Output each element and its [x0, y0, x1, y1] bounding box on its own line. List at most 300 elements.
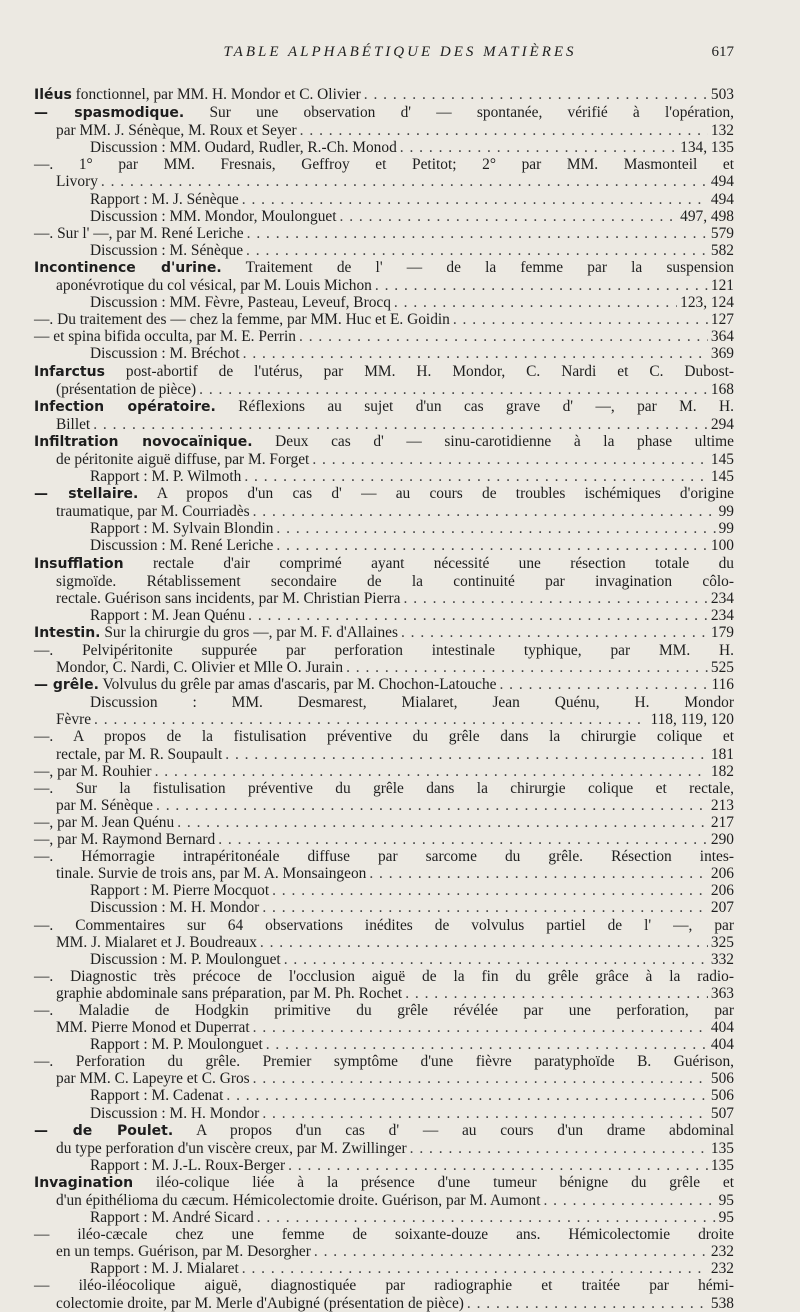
entry-line	[34, 86, 734, 104]
index-entry	[34, 225, 734, 242]
entry-keyword: Infarctus	[34, 363, 105, 380]
entry-line-text	[56, 985, 402, 1002]
leader-dots	[226, 1087, 708, 1104]
page-ref: 525	[710, 659, 734, 677]
entry-continuation: d'un épithélioma du cæcum. Hémicolectomie droite. Guérison, par M. Aumont	[56, 1192, 541, 1209]
entry-line-text	[56, 381, 196, 398]
entry-line-text	[90, 1260, 239, 1277]
entry-text: —. Pelvipéritonite suppurée par perforation intestinale typhique, par MM. H.	[34, 642, 734, 659]
entry-line-text	[90, 951, 281, 968]
entry-line	[34, 468, 734, 485]
entry-continuation: Billet	[56, 415, 91, 433]
entry-line	[34, 520, 734, 537]
entry-text: —. Du traitement des — chez la femme, par MM. Huc et E. Goidin	[34, 311, 450, 329]
entry-line-text	[90, 607, 245, 624]
page-ref: 118, 119, 120	[650, 711, 734, 729]
index-entry	[34, 951, 734, 968]
index-entry	[34, 1260, 734, 1277]
entry-line-text	[56, 277, 372, 294]
page-ref: 206	[710, 865, 734, 883]
leader-dots	[299, 328, 708, 345]
entry-subline: Rapport : M. Sylvain Blondin	[90, 520, 274, 538]
page-ref: 168	[710, 380, 734, 398]
index-entry	[34, 676, 734, 694]
entry-line-text	[90, 208, 337, 225]
index-entry	[34, 1157, 734, 1174]
leader-dots	[300, 122, 708, 139]
index-entry	[34, 1053, 734, 1087]
page-ref: 369	[710, 345, 734, 363]
entry-line-text	[34, 624, 398, 642]
entry-subline: Discussion : MM. Fèvre, Pasteau, Leveuf, Brocq	[90, 294, 391, 312]
leader-dots	[155, 763, 708, 780]
leader-dots	[276, 537, 708, 554]
leader-dots	[262, 899, 708, 916]
entry-continuation: rectale. Guérison sans incidents, par M. Christian Pierra	[56, 589, 401, 607]
entry-line-text	[56, 1140, 407, 1157]
entry-line	[34, 1140, 734, 1157]
entry-text: —. Diagnostic très précoce de l'occlusion aiguë de la fin du grêle grâce à la radio-	[34, 967, 734, 985]
page-ref: 100	[710, 537, 734, 555]
entry-text: —. Sur la fistulisation préventive du grêle dans la chirurgie colique et rectale,	[34, 779, 734, 797]
entry-line	[34, 328, 734, 345]
entry-line-text	[56, 590, 401, 607]
index-entry	[34, 728, 734, 762]
index-entry	[34, 1122, 734, 1157]
entry-line	[34, 277, 734, 294]
leader-dots	[543, 1192, 715, 1209]
entry-line-text	[90, 345, 240, 362]
entry-line	[34, 607, 734, 624]
page-ref: 132	[710, 122, 734, 140]
entry-text: Volvulus du grêle par amas d'ascaris, par M. Chochon-Latouche	[98, 676, 497, 694]
leader-dots	[400, 139, 677, 156]
page-ref: 404	[710, 1019, 734, 1037]
entry-keyword: Invagination	[34, 1174, 134, 1191]
page-ref: 145	[710, 468, 734, 486]
entry-keyword: Intestin.	[34, 624, 101, 641]
entry-continuation: graphie abdominale sans préparation, par M. Ph. Rochet	[56, 984, 403, 1002]
page-ref: 538	[710, 1294, 734, 1312]
entry-continuation: par M. Sénèque	[56, 796, 154, 814]
page-ref: 121	[710, 277, 734, 295]
entry-line-text	[90, 139, 397, 156]
entry-line	[34, 1036, 734, 1053]
entry-line	[34, 676, 734, 694]
entry-line	[34, 985, 734, 1002]
leader-dots	[156, 797, 708, 814]
index-entry	[34, 468, 734, 485]
page-ref: 332	[710, 950, 734, 968]
entry-line	[34, 139, 734, 156]
entry-continuation: colectomie droite, par M. Merle d'Aubigné (présentation de pièce)	[56, 1294, 464, 1312]
leader-dots	[260, 934, 708, 951]
entry-line-text	[90, 294, 391, 311]
entry-line	[34, 381, 734, 398]
page-ref: 213	[710, 796, 734, 814]
leader-dots	[257, 1209, 716, 1226]
entry-continuation: tinale. Survie de trois ans, par M. A. Monsaingeon	[56, 865, 367, 883]
entry-line	[34, 1209, 734, 1226]
page-ref: 207	[710, 899, 734, 917]
entry-subline: Rapport : M. J. Sénèque	[90, 190, 239, 208]
page-ref: 582	[710, 241, 734, 259]
entry-text: post-abortif de l'utérus, par MM. H. Mondor, C. Nardi et C. Dubost-	[104, 362, 734, 380]
leader-dots	[288, 1157, 708, 1174]
index-entry	[34, 899, 734, 916]
entry-line	[34, 311, 734, 328]
entry-line	[34, 537, 734, 554]
entry-text: —, par M. Raymond Bernard	[34, 831, 216, 849]
leader-dots	[364, 86, 708, 103]
index-entry	[34, 848, 734, 882]
entry-continuation: par MM. C. Lapeyre et C. Gros	[56, 1070, 250, 1088]
entry-line	[34, 865, 734, 882]
entry-line-text	[56, 451, 309, 468]
entry-continuation: aponévrotique du col vésical, par M. Louis Michon	[56, 277, 372, 295]
entry-continuation: rectale, par M. R. Soupault	[56, 745, 223, 763]
entry-line	[34, 899, 734, 916]
page-ref: 506	[710, 1087, 734, 1105]
page-ref: 99	[718, 503, 734, 521]
entry-text: Réflexions au sujet d'un cas grave d' —, par M. H.	[215, 397, 735, 415]
entry-line-text	[56, 1070, 250, 1087]
entry-text: — iléo-cæcale chez une femme de soixante-douze ans. Hémicolectomie droite	[34, 1226, 734, 1244]
running-title: TABLE ALPHABÉTIQUE DES MATIÈRES	[223, 44, 577, 60]
entry-line-text	[34, 328, 296, 345]
entry-text: A propos d'un cas d' — au cours de troubles ischémiques d'origine	[138, 485, 734, 503]
entry-line	[34, 797, 734, 814]
page-ref: 232	[710, 1260, 734, 1278]
leader-dots	[253, 503, 716, 520]
entry-text: —, par M. Rouhier	[34, 762, 152, 780]
index-entry	[34, 1277, 734, 1311]
entry-text: Traitement de l' — de la femme par la suspension	[221, 258, 734, 276]
entry-subline: Rapport : M. Jean Quénu	[90, 606, 246, 624]
entry-line	[34, 951, 734, 968]
entry-text: Sur une observation d' — spontanée, vérifié à l'opération,	[184, 104, 734, 122]
entry-text: —. Sur l' —, par M. René Leriche	[34, 224, 244, 242]
entry-continuation: du type perforation d'un viscère creux, par M. Zwillinger	[56, 1139, 407, 1157]
page-ref: 206	[710, 882, 734, 900]
entry-keyword: Insufflation	[34, 555, 124, 572]
entry-line-text	[34, 676, 496, 694]
entry-line	[34, 191, 734, 208]
index-entry	[34, 968, 734, 1002]
entry-line	[34, 503, 734, 520]
leader-dots	[266, 1036, 708, 1053]
entry-line-text	[90, 1209, 254, 1226]
page-ref: 116	[711, 676, 734, 694]
leader-dots	[404, 590, 708, 607]
entry-subline: Rapport : M. P. Moulonguet	[90, 1036, 263, 1054]
entry-keyword: Infection opératoire.	[34, 398, 216, 415]
index-entry	[34, 104, 734, 139]
index-entry	[34, 917, 734, 951]
leader-dots	[499, 676, 708, 693]
entry-line-text	[56, 1295, 464, 1312]
entry-keyword: Incontinence d'urine.	[34, 259, 222, 276]
entry-subline: Discussion : MM. Mondor, Moulonguet	[90, 207, 337, 225]
index-entry	[34, 1226, 734, 1260]
entry-text: —. Perforation du grêle. Premier symptôme d'une fièvre paratyphoïde B. Guérison,	[34, 1053, 734, 1071]
entry-line	[34, 208, 734, 225]
entry-line-text	[90, 520, 273, 537]
entry-line-text	[56, 503, 250, 520]
entry-line-text	[90, 1087, 223, 1104]
entry-keyword: — stellaire.	[34, 486, 139, 503]
entry-subline: Rapport : M. Cadenat	[90, 1087, 224, 1105]
page-ref: 217	[710, 813, 734, 831]
index-entries	[34, 86, 734, 1312]
leader-dots	[248, 607, 708, 624]
entry-text: fonctionnel, par MM. H. Mondor et C. Olivier	[71, 86, 361, 103]
index-entry	[34, 1036, 734, 1053]
index-entry	[34, 1087, 734, 1104]
page-ref: 181	[710, 745, 734, 763]
page-header	[0, 44, 800, 66]
entry-line	[34, 831, 734, 848]
index-entry	[34, 624, 734, 642]
entry-text: Sur la chirurgie du gros —, par M. F. d'Allaines	[100, 623, 398, 641]
entry-line	[34, 345, 734, 362]
entry-text: A propos d'un cas d' — au cours d'un drame abdominal	[173, 1121, 734, 1139]
leader-dots	[218, 831, 708, 848]
index-entry	[34, 1174, 734, 1209]
entry-keyword: Iléus	[34, 87, 72, 103]
index-entry	[34, 814, 734, 831]
entry-text: — iléo-iléocolique aiguë, diagnostiquée par radiographie et traitée par hémi-	[34, 1277, 734, 1295]
entry-text: —. 1° par MM. Fresnais, Geffroy et Petitot; 2° par MM. Masmonteil et	[34, 156, 734, 174]
leader-dots	[253, 1070, 708, 1087]
leader-dots	[276, 520, 715, 537]
entry-line-text	[34, 831, 215, 848]
leader-dots	[247, 225, 708, 242]
leader-dots	[262, 1105, 708, 1122]
entry-text: — et spina bifida occulta, par M. E. Perrin	[34, 328, 296, 346]
entry-text: Deux cas d' — sinu-carotidienne à la phase ultime	[252, 432, 734, 450]
entry-continuation: de péritonite aiguë diffuse, par M. Forget	[56, 450, 310, 468]
index-entry	[34, 363, 734, 398]
entry-line	[34, 590, 734, 607]
leader-dots	[369, 865, 708, 882]
entry-line-text	[90, 468, 241, 485]
entry-line	[34, 1243, 734, 1260]
page-ref: 135	[710, 1139, 734, 1157]
entry-subline: Discussion : MM. Desmarest, Mialaret, Jean Quénu, H. Mondor	[90, 694, 734, 712]
page-ref: 494	[710, 190, 734, 208]
entry-text: —. Hémorragie intrapéritonéale diffuse par sarcome du grêle. Résection intes-	[34, 848, 734, 866]
index-entry	[34, 1105, 734, 1122]
entry-line	[34, 1019, 734, 1036]
leader-dots	[244, 468, 708, 485]
entry-line-text	[56, 173, 98, 190]
index-entry	[34, 208, 734, 225]
entry-continuation: par MM. J. Sénèque, M. Roux et Seyer	[56, 122, 297, 140]
page-ref: 145	[710, 450, 734, 468]
leader-dots	[346, 659, 708, 676]
page-ref: 507	[710, 1104, 734, 1122]
index-entry	[34, 537, 734, 554]
index-entry	[34, 433, 734, 468]
entry-line-text	[34, 311, 450, 328]
entry-line-text	[90, 1105, 259, 1122]
page-ref: 135	[710, 1156, 734, 1174]
entry-line	[34, 294, 734, 311]
page-ref: 123, 124	[680, 294, 734, 312]
entry-keyword: Infiltration novocaïnique.	[34, 433, 253, 450]
entry-continuation: Livory	[56, 173, 98, 191]
index-entry	[34, 485, 734, 520]
entry-line	[34, 1070, 734, 1087]
entry-continuation: traumatique, par M. Courriadès	[56, 503, 250, 521]
index-entry	[34, 642, 734, 676]
entry-line	[34, 173, 734, 190]
index-entry	[34, 763, 734, 780]
leader-dots	[405, 985, 708, 1002]
entry-line	[34, 934, 734, 951]
entry-line-text	[56, 746, 222, 763]
entry-line-text	[56, 1243, 311, 1260]
entry-line	[34, 659, 734, 676]
index-entry	[34, 156, 734, 190]
leader-dots	[375, 277, 708, 294]
leader-dots	[253, 1019, 708, 1036]
entry-line	[34, 1192, 734, 1209]
page-ref: 234	[710, 589, 734, 607]
entry-line	[34, 122, 734, 139]
entry-line	[34, 1157, 734, 1174]
entry-line	[34, 746, 734, 763]
page-ref: 363	[710, 984, 734, 1002]
entry-subline: Rapport : M. André Sicard	[90, 1209, 254, 1227]
entry-continuation: Fèvre	[56, 711, 92, 729]
entry-line	[34, 814, 734, 831]
entry-continuation: MM. J. Mialaret et J. Boudreaux	[56, 933, 257, 951]
page-ref: 95	[718, 1192, 734, 1209]
entry-line-text	[56, 659, 343, 676]
entry-continuation: Mondor, C. Nardi, C. Olivier et Mlle O. Jurain	[56, 659, 344, 677]
index-entry	[34, 1002, 734, 1036]
entry-subline: Discussion : M. H. Mondor	[90, 899, 260, 917]
entry-line	[34, 1087, 734, 1104]
leader-dots	[101, 173, 708, 190]
entry-line	[34, 242, 734, 259]
entry-line-text	[56, 797, 153, 814]
entry-subline: Rapport : M. J.-L. Roux-Berger	[90, 1156, 286, 1174]
entry-subline: Discussion : M. P. Moulonguet	[90, 950, 281, 968]
entry-continuation: sigmoïde. Rétablissement secondaire de la continuité par invagination côlo-	[56, 572, 734, 590]
entry-line-text	[90, 242, 243, 259]
entry-line-text	[56, 1192, 540, 1209]
index-entry	[34, 345, 734, 362]
entry-continuation: en un temps. Guérison, par M. Desorgher	[56, 1243, 311, 1261]
page-ref: 404	[710, 1036, 734, 1054]
index-entry	[34, 694, 734, 728]
entry-subline: Discussion : M. Bréchot	[90, 345, 240, 363]
entry-text: —. A propos de la fistulisation préventive du grêle dans la chirurgie colique et	[34, 728, 734, 746]
entry-line-text	[56, 416, 90, 433]
leader-dots	[94, 711, 647, 728]
entry-line	[34, 711, 734, 728]
page-number: 617	[711, 44, 734, 60]
entry-subline: Discussion : MM. Oudard, Rudler, R.-Ch. Monod	[90, 139, 397, 157]
entry-text: rectale d'air comprimé ayant nécessité une résection totale du	[123, 554, 734, 572]
entry-keyword: — de Poulet.	[34, 1122, 174, 1139]
page-ref: 234	[710, 606, 734, 624]
leader-dots	[199, 381, 708, 398]
entry-line-text	[34, 814, 174, 831]
page-ref: 494	[710, 173, 734, 191]
entry-text: iléo-colique liée à la présence d'une tumeur bénigne du grêle et	[133, 1173, 734, 1191]
entry-keyword: — spasmodique.	[34, 105, 185, 122]
index-entry	[34, 294, 734, 311]
entry-line-text	[56, 865, 366, 882]
index-entry	[34, 1209, 734, 1226]
index-entry	[34, 555, 734, 607]
entry-text: —. Commentaires sur 64 observations inédites de volvulus partiel de l' —, par	[34, 916, 734, 934]
page-ref: 179	[710, 623, 734, 641]
page-ref: 95	[718, 1209, 734, 1227]
entry-line-text	[56, 122, 297, 139]
entry-line	[34, 882, 734, 899]
entry-line-text	[56, 1019, 250, 1036]
page-ref: 579	[710, 224, 734, 242]
entry-continuation: MM. Pierre Monod et Duperrat	[56, 1019, 250, 1037]
leader-dots	[394, 294, 677, 311]
entry-line-text	[90, 1157, 285, 1174]
entry-text: —, par M. Jean Quénu	[34, 813, 175, 831]
page-ref: 232	[710, 1243, 734, 1261]
page-ref: 182	[710, 762, 734, 780]
entry-line	[34, 416, 734, 433]
entry-line	[34, 1105, 734, 1122]
leader-dots	[93, 416, 708, 433]
index-entry	[34, 328, 734, 345]
index-entry	[34, 831, 734, 848]
entry-line	[34, 624, 734, 642]
entry-text: —. Maladie de Hodgkin primitive du grêle révélée par une perforation, par	[34, 1001, 734, 1019]
entry-subline: Discussion : M. Sénèque	[90, 241, 244, 259]
page-ref: 99	[718, 520, 734, 538]
leader-dots	[272, 882, 708, 899]
page-ref: 134, 135	[680, 139, 734, 157]
entry-line	[34, 225, 734, 242]
index-entry	[34, 191, 734, 208]
entry-line-text	[90, 882, 269, 899]
index-entry	[34, 882, 734, 899]
entry-line	[34, 451, 734, 468]
page-ref: 325	[710, 933, 734, 951]
leader-dots	[401, 624, 708, 641]
leader-dots	[312, 451, 708, 468]
entry-line-text	[90, 1036, 263, 1053]
leader-dots	[340, 208, 678, 225]
index-entry	[34, 520, 734, 537]
leader-dots	[314, 1243, 708, 1260]
entry-line-text	[90, 537, 273, 554]
page-ref: 503	[710, 86, 734, 103]
entry-line-text	[56, 711, 91, 728]
entry-line-text	[90, 899, 259, 916]
leader-dots	[242, 1260, 708, 1277]
leader-dots	[177, 814, 708, 831]
entry-subline: Rapport : M. Pierre Mocquot	[90, 882, 270, 900]
entry-subline: Discussion : M. René Leriche	[90, 537, 274, 555]
page-ref: 294	[710, 415, 734, 433]
leader-dots	[410, 1140, 708, 1157]
entry-subline: Rapport : M. P. Wilmoth	[90, 468, 242, 486]
